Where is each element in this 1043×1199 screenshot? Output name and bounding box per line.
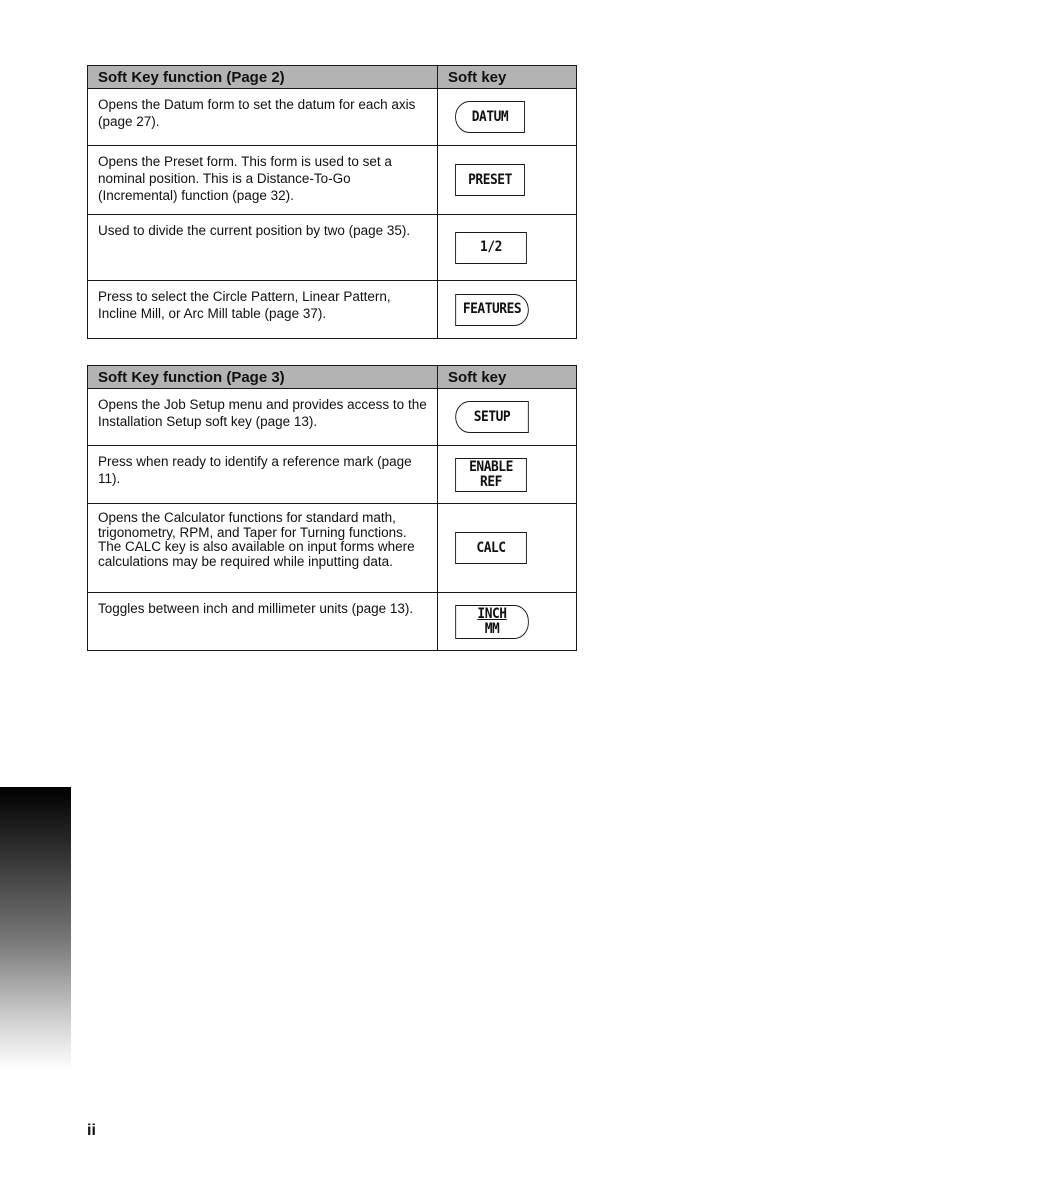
row-description: Opens the Preset form. This form is used to set a nominal position. This is a Distance-To-Go (Incremental) function (page 32). — [88, 146, 438, 215]
row-description: Press to select the Circle Pattern, Linear Pattern, Incline Mill, or Arc Mill table (page 37). — [88, 281, 438, 339]
row-description: Opens the Datum form to set the datum for each axis (page 27). — [88, 89, 438, 146]
table-row — [88, 89, 577, 146]
table-row — [88, 389, 577, 446]
half-soft-key[interactable]: 1/2 — [455, 232, 527, 264]
row-description: Opens the Calculator functions for standard math, trigonometry, RPM, and Taper for Turning functions. The CALC key is also available on input forms where calculations may be required while inputting data. — [88, 504, 438, 593]
page-number: ii — [87, 1122, 96, 1139]
row-description: Toggles between inch and millimeter units (page 13). — [88, 593, 438, 651]
row-description: Press when ready to identify a reference mark (page 11). — [88, 446, 438, 504]
header-function: Soft Key function (Page 3) — [88, 366, 438, 389]
table-row — [88, 446, 577, 504]
row-description: Opens the Job Setup menu and provides access to the Installation Setup soft key (page 13). — [88, 389, 438, 446]
header-function: Soft Key function (Page 2) — [88, 66, 438, 89]
setup-soft-key[interactable]: SETUP — [455, 401, 529, 433]
header-soft-key: Soft key — [438, 366, 577, 389]
header-soft-key: Soft key — [438, 66, 577, 89]
calc-soft-key[interactable]: CALC — [455, 532, 527, 564]
soft-key-table-page-3 — [87, 365, 577, 651]
preset-soft-key[interactable]: PRESET — [455, 164, 525, 196]
table-header-row — [88, 366, 577, 389]
table-row — [88, 146, 577, 215]
table-row — [88, 504, 577, 593]
datum-soft-key[interactable]: DATUM — [455, 101, 525, 133]
row-description: Used to divide the current position by two (page 35). — [88, 215, 438, 281]
features-soft-key[interactable]: FEATURES — [455, 294, 529, 326]
chapter-tab — [0, 787, 71, 1070]
table-row — [88, 281, 577, 339]
table-row — [88, 215, 577, 281]
soft-key-table-page-2 — [87, 65, 577, 339]
table-header-row — [88, 66, 577, 89]
enable-ref-soft-key[interactable]: ENABLE REF — [455, 458, 527, 492]
inch-mm-soft-key[interactable]: INCH MM — [455, 605, 529, 639]
table-row — [88, 593, 577, 651]
